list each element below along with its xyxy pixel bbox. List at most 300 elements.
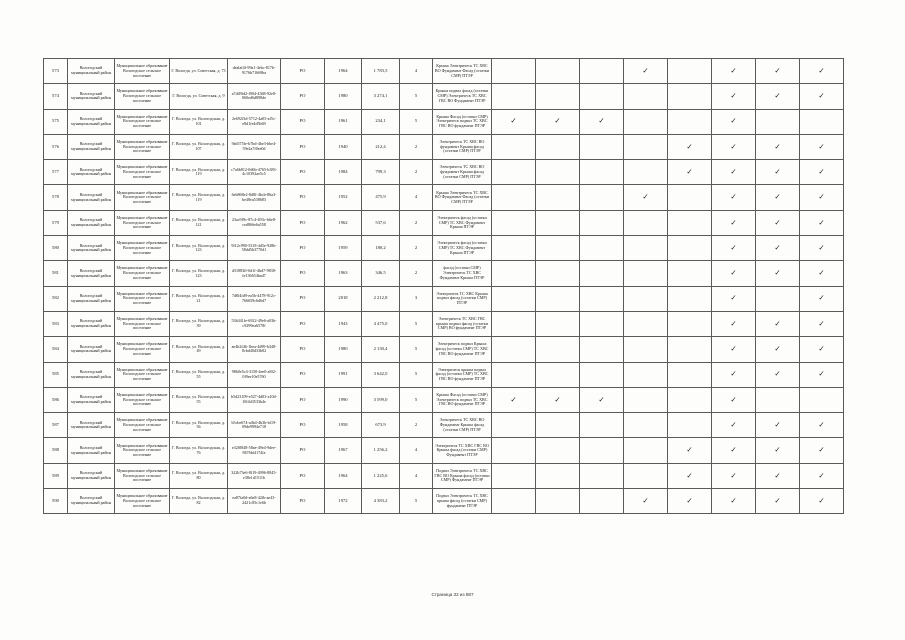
floors-cell: 5 — [400, 84, 433, 109]
fund-form-cell: РО — [281, 84, 325, 109]
row-number: 587 — [44, 413, 68, 438]
checkmark-icon: ✓ — [624, 489, 668, 514]
table-row — [44, 489, 844, 514]
empty-check-cell — [624, 84, 668, 109]
row-number: 576 — [44, 134, 68, 159]
empty-check-cell — [492, 134, 536, 159]
checkmark-icon: ✓ — [756, 413, 800, 438]
year-cell: 1964 — [325, 463, 362, 488]
checkmark-icon: ✓ — [756, 134, 800, 159]
checkmark-icon: ✓ — [800, 210, 844, 235]
floors-cell: 5 — [400, 109, 433, 134]
empty-check-cell — [668, 261, 712, 286]
empty-check-cell — [492, 236, 536, 261]
fund-form-cell: РО — [281, 59, 325, 84]
table-row — [44, 438, 844, 463]
fund-form-cell: РО — [281, 362, 325, 387]
empty-check-cell — [580, 413, 624, 438]
checkmark-icon: ✓ — [536, 109, 580, 134]
checkmark-icon: ✓ — [756, 311, 800, 336]
house-id-cell: a7d49fd2-f904-4368-92e8-060ed6d898de — [228, 84, 281, 109]
empty-check-cell — [580, 84, 624, 109]
checkmark-icon: ✓ — [712, 489, 756, 514]
fund-form-cell: РО — [281, 311, 325, 336]
house-id-cell: 9f12c990-5318-4d5e-928b-58dd5b3770d1 — [228, 236, 281, 261]
works-list-cell: Электрическ крыша подвал фасад (остатки СМР) ТС ХВС ГВС ВО фундамент ПТЭР — [433, 362, 492, 387]
checkmark-icon: ✓ — [800, 413, 844, 438]
empty-check-cell — [668, 236, 712, 261]
register-rows — [44, 59, 844, 514]
year-cell: 1963 — [325, 261, 362, 286]
checkmark-icon: ✓ — [800, 84, 844, 109]
empty-check-cell — [536, 210, 580, 235]
works-list-cell: Электрическ подвал Крыша фасад (остатки СМР) ТС ХВС ГВС ВО фундамент ПТЭР — [433, 337, 492, 362]
empty-check-cell — [668, 337, 712, 362]
table-row — [44, 236, 844, 261]
fund-form-cell: РО — [281, 160, 325, 185]
checkmark-icon: ✓ — [668, 489, 712, 514]
address-cell: Г. Вологда, ул. Вологодская, д. 119 — [170, 185, 228, 210]
floors-cell: 5 — [400, 489, 433, 514]
settlement-cell: Муниципальное образование Вологодское сельское поселение — [115, 134, 170, 159]
checkmark-icon: ✓ — [712, 413, 756, 438]
floors-cell: 2 — [400, 236, 433, 261]
settlement-cell: Муниципальное образование Вологодское сельское поселение — [115, 109, 170, 134]
empty-check-cell — [536, 84, 580, 109]
table-row — [44, 185, 844, 210]
checkmark-icon: ✓ — [536, 387, 580, 412]
empty-check-cell — [536, 59, 580, 84]
row-number: 577 — [44, 160, 68, 185]
house-id-cell: 53b341fe-6922-49e6-a03b-c9299ea6578f — [228, 311, 281, 336]
settlement-cell: Муниципальное образование Вологодское сельское поселение — [115, 261, 170, 286]
checkmark-icon: ✓ — [756, 84, 800, 109]
fund-form-cell: РО — [281, 387, 325, 412]
address-cell: Г. Вологда, ул. Вологодская, д. 101 — [170, 109, 228, 134]
checkmark-icon: ✓ — [712, 387, 756, 412]
table-row — [44, 160, 844, 185]
address-cell: Г. Вологда, ул. Вологодская, д. 119 — [170, 160, 228, 185]
empty-check-cell — [624, 134, 668, 159]
house-id-cell: 9ab575fe-b7bd-4be3-bbe4-59e2a7f0ee0d — [228, 134, 281, 159]
floors-cell: 4 — [400, 463, 433, 488]
checkmark-icon: ✓ — [800, 489, 844, 514]
empty-check-cell — [536, 261, 580, 286]
district-cell: Вологодский муниципальный район — [68, 337, 115, 362]
district-cell: Вологодский муниципальный район — [68, 185, 115, 210]
floors-cell: 2 — [400, 413, 433, 438]
table-row — [44, 311, 844, 336]
fund-form-cell: РО — [281, 109, 325, 134]
row-number: 573 — [44, 59, 68, 84]
floors-cell: 2 — [400, 261, 433, 286]
empty-check-cell — [624, 261, 668, 286]
settlement-cell: Муниципальное образование Вологодское сельское поселение — [115, 236, 170, 261]
checkmark-icon: ✓ — [800, 311, 844, 336]
empty-check-cell — [580, 185, 624, 210]
year-cell: 1990 — [325, 387, 362, 412]
district-cell: Вологодский муниципальный район — [68, 387, 115, 412]
checkmark-icon: ✓ — [756, 185, 800, 210]
address-cell: Г. Вологда, ул. Вологодская, д. 121 — [170, 210, 228, 235]
district-cell: Вологодский муниципальный район — [68, 311, 115, 336]
row-number: 579 — [44, 210, 68, 235]
checkmark-icon: ✓ — [580, 387, 624, 412]
empty-check-cell — [492, 286, 536, 311]
area-cell: 3 599,0 — [362, 387, 400, 412]
empty-check-cell — [580, 438, 624, 463]
year-cell: 1943 — [325, 311, 362, 336]
checkmark-icon: ✓ — [712, 109, 756, 134]
empty-check-cell — [756, 387, 800, 412]
empty-check-cell — [580, 261, 624, 286]
fund-form-cell: РО — [281, 210, 325, 235]
fund-form-cell: РО — [281, 185, 325, 210]
empty-check-cell — [800, 387, 844, 412]
house-id-cell: 7d8f4fd9-ea5b-4478-912c-766659c6d6d7 — [228, 286, 281, 311]
floors-cell: 5 — [400, 387, 433, 412]
table-row — [44, 84, 844, 109]
floors-cell: 2 — [400, 134, 433, 159]
floors-cell: 4 — [400, 185, 433, 210]
address-cell: Г. Вологда, ул. Вологодская, д. 80 — [170, 463, 228, 488]
page-footer: Страница 32 из 887 — [431, 592, 474, 597]
table-row — [44, 286, 844, 311]
empty-check-cell — [580, 59, 624, 84]
settlement-cell: Муниципальное образование Вологодское сельское поселение — [115, 463, 170, 488]
settlement-cell: Муниципальное образование Вологодское сельское поселение — [115, 59, 170, 84]
checkmark-icon: ✓ — [756, 438, 800, 463]
empty-check-cell — [580, 210, 624, 235]
district-cell: Вологодский муниципальный район — [68, 286, 115, 311]
district-cell: Вологодский муниципальный район — [68, 489, 115, 514]
floors-cell: 5 — [400, 311, 433, 336]
fund-form-cell: РО — [281, 463, 325, 488]
empty-check-cell — [668, 286, 712, 311]
settlement-cell: Муниципальное образование Вологодское сельское поселение — [115, 438, 170, 463]
table-row — [44, 109, 844, 134]
year-cell: 1984 — [325, 160, 362, 185]
address-cell: Г. Вологда, ул. Вологодская, д. 55 — [170, 387, 228, 412]
district-cell: Вологодский муниципальный район — [68, 210, 115, 235]
area-cell: 1 783,5 — [362, 59, 400, 84]
works-list-cell: Электрическ ТС ХВС Крыша подвал фасад (остатки СМР) ПТЭР — [433, 286, 492, 311]
house-id-cell: 322b73e6-8f19-4996-8845-e38e1d1511b — [228, 463, 281, 488]
empty-check-cell — [536, 438, 580, 463]
settlement-cell: Муниципальное образование Вологодское сельское поселение — [115, 362, 170, 387]
area-cell: 1 225,6 — [362, 463, 400, 488]
floors-cell: 4 — [400, 438, 433, 463]
district-cell: Вологодский муниципальный район — [68, 261, 115, 286]
empty-check-cell — [580, 362, 624, 387]
fund-form-cell: РО — [281, 236, 325, 261]
empty-check-cell — [624, 236, 668, 261]
house-id-cell: 23ac9f9c-87c4-493c-b6e8-ced866e6a558 — [228, 210, 281, 235]
works-list-cell: Крыша Фасад (остатки СМР) Электрическ подвал ТС ХВС ГВС ВО фундамент ПТЭР — [433, 109, 492, 134]
empty-check-cell — [668, 210, 712, 235]
empty-check-cell — [624, 387, 668, 412]
empty-check-cell — [580, 160, 624, 185]
checkmark-icon: ✓ — [712, 59, 756, 84]
checkmark-icon: ✓ — [668, 134, 712, 159]
checkmark-icon: ✓ — [800, 236, 844, 261]
empty-check-cell — [492, 311, 536, 336]
empty-check-cell — [536, 236, 580, 261]
area-cell: 537,6 — [362, 210, 400, 235]
checkmark-icon: ✓ — [668, 463, 712, 488]
empty-check-cell — [668, 109, 712, 134]
settlement-cell: Муниципальное образование Вологодское сельское поселение — [115, 160, 170, 185]
area-cell: 346,5 — [362, 261, 400, 286]
empty-check-cell — [624, 286, 668, 311]
empty-check-cell — [624, 438, 668, 463]
empty-check-cell — [668, 185, 712, 210]
table-row — [44, 362, 844, 387]
empty-check-cell — [580, 311, 624, 336]
area-cell: 3 642,0 — [362, 362, 400, 387]
checkmark-icon: ✓ — [492, 109, 536, 134]
address-cell: Г. Вологда, ул. Вологодская, д. 123 — [170, 261, 228, 286]
checkmark-icon: ✓ — [712, 311, 756, 336]
row-number: 583 — [44, 311, 68, 336]
empty-check-cell — [492, 438, 536, 463]
empty-check-cell — [624, 337, 668, 362]
fund-form-cell: РО — [281, 413, 325, 438]
works-list-cell: Электрическ ТС ХВС ГВС крыша подвал фасад (остатки СМР) ВО фундамент ПТЭР — [433, 311, 492, 336]
floors-cell: 5 — [400, 362, 433, 387]
house-id-cell: e32f0848-58ae-49e4-9dee-8676bf4174fa — [228, 438, 281, 463]
works-list-cell: Крыша Фасад (остатки СМР) Электрическ подвал ТС ХВС ГВС ВО фундамент ПТЭР — [433, 387, 492, 412]
table-row — [44, 413, 844, 438]
settlement-cell: Муниципальное образование Вологодское сельское поселение — [115, 210, 170, 235]
works-list-cell: Подвал Электрическ ТС ХВС крыша фасад (остатки СМР) фундамент ПТЭР — [433, 489, 492, 514]
area-cell: 3 274,1 — [362, 84, 400, 109]
fund-form-cell: РО — [281, 286, 325, 311]
checkmark-icon: ✓ — [712, 438, 756, 463]
checkmark-icon: ✓ — [756, 59, 800, 84]
checkmark-icon: ✓ — [624, 59, 668, 84]
row-number: 588 — [44, 438, 68, 463]
checkmark-icon: ✓ — [756, 236, 800, 261]
house-id-cell: d31883ff-6d1f-4bd7-9838-fe136654bad7 — [228, 261, 281, 286]
empty-check-cell — [536, 362, 580, 387]
empty-check-cell — [624, 109, 668, 134]
empty-check-cell — [624, 210, 668, 235]
year-cell: 1964 — [325, 59, 362, 84]
checkmark-icon: ✓ — [712, 84, 756, 109]
checkmark-icon: ✓ — [712, 210, 756, 235]
checkmark-icon: ✓ — [712, 185, 756, 210]
checkmark-icon: ✓ — [756, 160, 800, 185]
house-id-cell: c7a6b812-0d6b-4765-b383-4c10392ae5c5 — [228, 160, 281, 185]
district-cell: Вологодский муниципальный район — [68, 84, 115, 109]
empty-check-cell — [668, 311, 712, 336]
floors-cell: 5 — [400, 337, 433, 362]
house-id-cell: 2e692f3d-5712-4a05-af5c-e8d1fe4d5b69 — [228, 109, 281, 134]
address-cell: Г. Вологда, ул. Вологодская, д. 39 — [170, 311, 228, 336]
address-cell: Г. Вологда, ул. Вологодская, д. 76 — [170, 438, 228, 463]
settlement-cell: Муниципальное образование Вологодское сельское поселение — [115, 286, 170, 311]
settlement-cell: Муниципальное образование Вологодское сельское поселение — [115, 387, 170, 412]
year-cell: 1991 — [325, 362, 362, 387]
floors-cell: 2 — [400, 210, 433, 235]
fund-form-cell: РО — [281, 438, 325, 463]
works-list-cell: Крыша Электрическ ТС ХВС ВО Фундамент Фасад (остатки СМР) ПТЭР — [433, 185, 492, 210]
empty-check-cell — [492, 185, 536, 210]
checkmark-icon: ✓ — [756, 463, 800, 488]
empty-check-cell — [668, 387, 712, 412]
district-cell: Вологодский муниципальный район — [68, 160, 115, 185]
address-cell: Г. Вологда, ул. Вологодская, д. 49 — [170, 337, 228, 362]
empty-check-cell — [668, 413, 712, 438]
works-list-cell: Подвал Электрическ ТС ХВС ГВС ВО Крыша фасад (остатки СМР) Фундамент ПТЭР — [433, 463, 492, 488]
area-cell: 234,1 — [362, 109, 400, 134]
settlement-cell: Муниципальное образование Вологодское сельское поселение — [115, 489, 170, 514]
empty-check-cell — [800, 109, 844, 134]
table-row — [44, 134, 844, 159]
empty-check-cell — [536, 463, 580, 488]
empty-check-cell — [492, 413, 536, 438]
empty-check-cell — [536, 160, 580, 185]
empty-check-cell — [624, 413, 668, 438]
area-cell: 180,2 — [362, 236, 400, 261]
row-number: 580 — [44, 236, 68, 261]
table-row — [44, 210, 844, 235]
checkmark-icon: ✓ — [712, 236, 756, 261]
year-cell: 1972 — [325, 489, 362, 514]
area-cell: 4 383,2 — [362, 489, 400, 514]
fund-form-cell: РО — [281, 134, 325, 159]
checkmark-icon: ✓ — [624, 185, 668, 210]
checkmark-icon: ✓ — [800, 160, 844, 185]
empty-check-cell — [492, 261, 536, 286]
address-cell: Г. Вологда, ул. Советская, д. 73 — [170, 59, 228, 84]
checkmark-icon: ✓ — [668, 438, 712, 463]
area-cell: 212,4 — [362, 134, 400, 159]
floors-cell: 2 — [400, 160, 433, 185]
checkmark-icon: ✓ — [712, 134, 756, 159]
checkmark-icon: ✓ — [800, 286, 844, 311]
checkmark-icon: ✓ — [668, 160, 712, 185]
empty-check-cell — [536, 489, 580, 514]
year-cell: 1958 — [325, 413, 362, 438]
empty-check-cell — [492, 489, 536, 514]
works-list-cell: Электрическ ТС ХВС ВО фундамент Крыша фасад (остатки СМР) ПТЭР — [433, 160, 492, 185]
address-cell: Г. Вологда, ул. Вологодская, д. 123 — [170, 236, 228, 261]
row-number: 584 — [44, 337, 68, 362]
row-number: 586 — [44, 387, 68, 412]
empty-check-cell — [624, 463, 668, 488]
checkmark-icon: ✓ — [712, 261, 756, 286]
area-cell: 475,9 — [362, 185, 400, 210]
empty-check-cell — [492, 160, 536, 185]
area-cell: 1 256,2 — [362, 438, 400, 463]
year-cell: 1962 — [325, 210, 362, 235]
year-cell: 1980 — [325, 337, 362, 362]
empty-check-cell — [492, 362, 536, 387]
row-number: 585 — [44, 362, 68, 387]
floors-cell: 3 — [400, 286, 433, 311]
checkmark-icon: ✓ — [580, 109, 624, 134]
district-cell: Вологодский муниципальный район — [68, 438, 115, 463]
year-cell: 1940 — [325, 134, 362, 159]
checkmark-icon: ✓ — [492, 387, 536, 412]
year-cell: 1961 — [325, 109, 362, 134]
year-cell: 1967 — [325, 438, 362, 463]
address-cell: Г. Вологда, ул. Вологодская, д. 107 — [170, 134, 228, 159]
address-cell: Г. Вологда, ул. Вологодская, д. 82 — [170, 489, 228, 514]
table-row — [44, 463, 844, 488]
address-cell: Г. Вологда, ул. Вологодская, д. 21 — [170, 286, 228, 311]
works-list-cell: Электрическ фасад (остатки СМР) ТС ХВС Фундамент Крыша ПТЭР — [433, 236, 492, 261]
checkmark-icon: ✓ — [756, 210, 800, 235]
fund-form-cell: РО — [281, 337, 325, 362]
house-id-cell: ae4b2f46-1bea-4d99-b348-8cbd40d33b82 — [228, 337, 281, 362]
empty-check-cell — [580, 463, 624, 488]
checkmark-icon: ✓ — [800, 438, 844, 463]
district-cell: Вологодский муниципальный район — [68, 463, 115, 488]
checkmark-icon: ✓ — [712, 286, 756, 311]
empty-check-cell — [624, 362, 668, 387]
address-cell: Г. Вологда, ул. Вологодская, д. 56 — [170, 413, 228, 438]
row-number: 589 — [44, 463, 68, 488]
settlement-cell: Муниципальное образование Вологодское сельское поселение — [115, 84, 170, 109]
house-id-cell: b5d23109-e527-4d03-a10d-10f4d3533b4e — [228, 387, 281, 412]
checkmark-icon: ✓ — [712, 337, 756, 362]
table-row — [44, 261, 844, 286]
empty-check-cell — [536, 413, 580, 438]
area-cell: 673,9 — [362, 413, 400, 438]
checkmark-icon: ✓ — [800, 261, 844, 286]
house-id-cell: 6eb868e2-8d8f-4bcb-86a3-be48ea538683 — [228, 185, 281, 210]
empty-check-cell — [756, 286, 800, 311]
empty-check-cell — [580, 286, 624, 311]
area-cell: 799,3 — [362, 160, 400, 185]
works-list-cell: Крыша Электрическ ТС ХВС ВО Фундамент Фасад (остатки СМР) ПТЭР — [433, 59, 492, 84]
area-cell: 2 130,4 — [362, 337, 400, 362]
empty-check-cell — [580, 337, 624, 362]
checkmark-icon: ✓ — [756, 261, 800, 286]
empty-check-cell — [492, 210, 536, 235]
checkmark-icon: ✓ — [712, 160, 756, 185]
checkmark-icon: ✓ — [800, 134, 844, 159]
settlement-cell: Муниципальное образование Вологодское сельское поселение — [115, 337, 170, 362]
empty-check-cell — [624, 160, 668, 185]
row-number: 574 — [44, 84, 68, 109]
works-list-cell: Электрическ ТС ХВС ВО фундамент Крыша фасад (остатки СМР) ПТЭР — [433, 134, 492, 159]
address-cell: Г. Вологда, ул. Советская, д. 9 — [170, 84, 228, 109]
checkmark-icon: ✓ — [800, 362, 844, 387]
fund-form-cell: РО — [281, 489, 325, 514]
works-list-cell: Крыша подвал фасад (остатки СМР) Электрическ ТС ХВС ГВС ВО Фундамент ПТЭР — [433, 84, 492, 109]
empty-check-cell — [580, 489, 624, 514]
empty-check-cell — [492, 337, 536, 362]
year-cell: 1959 — [325, 236, 362, 261]
table-row — [44, 59, 844, 84]
checkmark-icon: ✓ — [756, 337, 800, 362]
area-cell: 4 475,0 — [362, 311, 400, 336]
settlement-cell: Муниципальное образование Вологодское сельское поселение — [115, 185, 170, 210]
empty-check-cell — [536, 185, 580, 210]
row-number: 575 — [44, 109, 68, 134]
year-cell: 1952 — [325, 185, 362, 210]
works-list-cell: Электрическ ТС ХВС ГВС ВО Крыша фасад (остатки СМР) Фундамент ПТЭР — [433, 438, 492, 463]
empty-check-cell — [492, 463, 536, 488]
district-cell: Вологодский муниципальный район — [68, 236, 115, 261]
settlement-cell: Муниципальное образование Вологодское сельское поселение — [115, 311, 170, 336]
table-row — [44, 387, 844, 412]
floors-cell: 4 — [400, 59, 433, 84]
